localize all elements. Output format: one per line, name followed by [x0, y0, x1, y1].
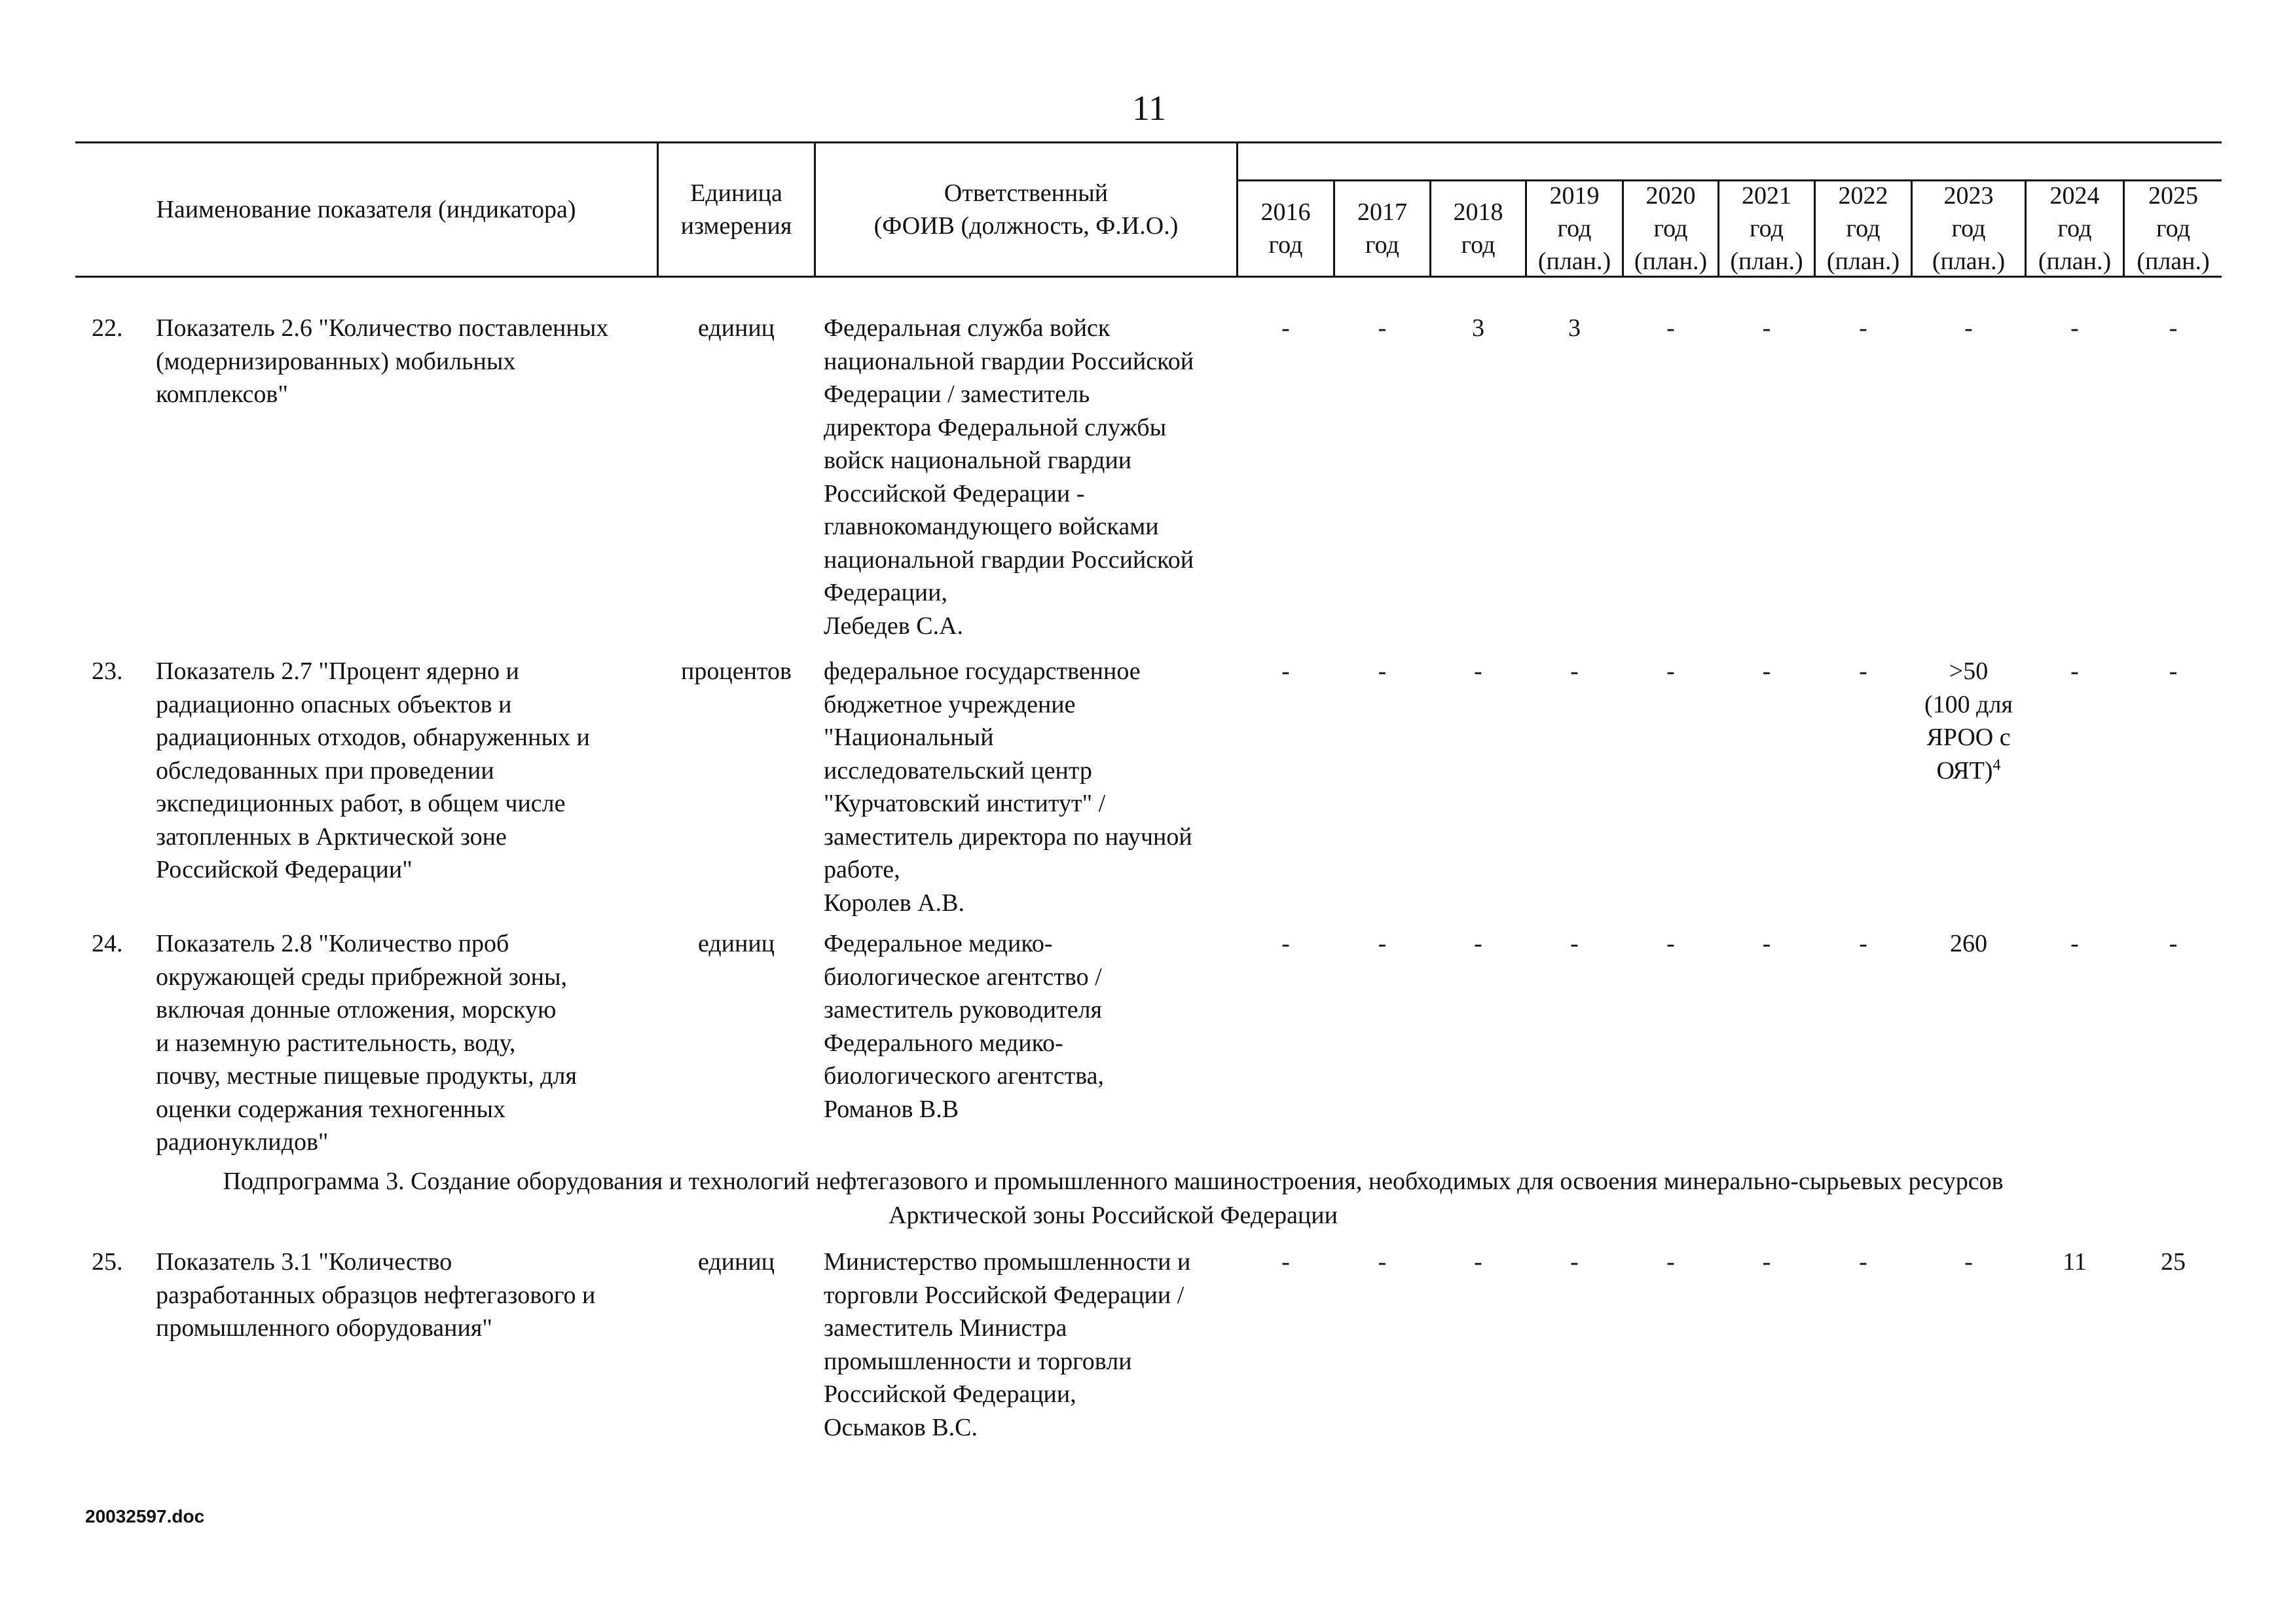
row-value-2017: - — [1378, 314, 1387, 342]
document-filename: 20032597.doc — [85, 1506, 205, 1526]
row-value-2016: - — [1281, 930, 1290, 957]
subprogram-heading: Подпрограмма 3. Создание оборудования и технологий нефтегазового и промышленного машиностроения, необходимых для освоения минерально-сырьевых ресурсов Арктической зоны Российской Федерации — [223, 1168, 2004, 1229]
row-responsible: федеральное государственное бюджетное учреждение "Национальный исследовательский центр "Курчатовский институт" / заместитель директора по научной работе, Королев А.В. — [824, 657, 1192, 917]
row-value-2025: - — [2169, 314, 2178, 342]
header-year-2021: 2021 год (план.) — [1730, 182, 1803, 275]
row-value-2023: - — [1964, 1248, 1973, 1276]
row-value-2021: - — [1762, 314, 1771, 342]
row-value-2019: - — [1570, 657, 1579, 685]
row-value-2023 — [1913, 655, 2025, 787]
row-value-2018: - — [1474, 930, 1482, 957]
row-value-2017: - — [1378, 657, 1387, 685]
row-value-2024: - — [2070, 930, 2079, 957]
footnote-marker: 4 — [1992, 756, 2001, 773]
header-unit: Единица измерения — [680, 179, 792, 240]
row-value-2016: - — [1281, 657, 1290, 685]
header-responsible: Ответственный (ФОИВ (должность, Ф.И.О.) — [873, 179, 1179, 240]
row-number: 25. — [92, 1248, 123, 1276]
row-value-2023: - — [1964, 314, 1973, 342]
row-value-2020: - — [1666, 657, 1675, 685]
row-number: 24. — [92, 930, 123, 957]
row-indicator-name: Показатель 2.6 "Количество поставленных (модернизированных) мобильных комплексов" — [156, 314, 609, 408]
row-value-2021: - — [1762, 930, 1771, 957]
row-value-2022: - — [1859, 314, 1867, 342]
row-unit: единиц — [697, 930, 775, 957]
row-value-2021: - — [1762, 1248, 1771, 1276]
page-number: 11 — [1132, 88, 1166, 128]
row-indicator-name: Показатель 2.8 "Количество проб окружающей среды прибрежной зоны, включая донные отложения, морскую и наземную растительность, воду, почву, местные пищевые продукты, для оценки содержания техногенных радионуклидов" — [156, 930, 577, 1156]
row-indicator-name: Показатель 3.1 "Количество разработанных образцов нефтегазового и промышленного оборудования" — [156, 1248, 596, 1342]
row-value-2024: 11 — [2063, 1248, 2087, 1276]
row-value-2024: - — [2070, 657, 2079, 685]
row-value-2024: - — [2070, 314, 2079, 342]
row-number: 22. — [92, 314, 123, 342]
row-value-2019: 3 — [1568, 314, 1581, 342]
header-year-2020: 2020 год (план.) — [1634, 182, 1708, 275]
row-value-2018: - — [1474, 1248, 1482, 1276]
row-responsible: Федеральное медико- биологическое агентство / заместитель руководителя Федерального медико- биологического агентства, Романов В.В — [824, 930, 1105, 1123]
row-value-2016: - — [1281, 314, 1290, 342]
header-bottom-rule — [75, 276, 2222, 278]
row-value-2022: - — [1859, 930, 1867, 957]
row-value-2021: - — [1762, 657, 1771, 685]
row-value-2020: - — [1666, 1248, 1675, 1276]
row-value-2025: 25 — [2161, 1248, 2186, 1276]
row-value-2018: - — [1474, 657, 1482, 685]
row-indicator-name: Показатель 2.7 "Процент ядерно и радиационно опасных объектов и радиационных отходов, обнаруженных и обследованных при проведении экспедиционных работ, в общем числе затопленных в Арктической зоне Российской Федерации" — [156, 657, 590, 883]
row-value-2022: - — [1859, 657, 1867, 685]
row-value-2022: - — [1859, 1248, 1867, 1276]
header-year-2017: 2017 год — [1357, 198, 1407, 259]
row-number: 23. — [92, 657, 123, 685]
row-value-2020: - — [1666, 930, 1675, 957]
header-indicator-name: Наименование показателя (индикатора) — [156, 196, 576, 223]
header-year-2024: 2024 год (план.) — [2038, 182, 2112, 275]
row-value-2023-text: >50 (100 для ЯРОО с ОЯТ) — [1924, 657, 2013, 784]
row-value-2016: - — [1281, 1248, 1290, 1276]
row-value-2017: - — [1378, 1248, 1387, 1276]
row-unit: единиц — [697, 314, 775, 342]
row-value-2025: - — [2169, 930, 2178, 957]
header-year-2019: 2019 год (план.) — [1537, 182, 1611, 275]
header-year-2022: 2022 год (план.) — [1826, 182, 1900, 275]
header-year-2023: 2023 год (план.) — [1932, 182, 2006, 275]
header-year-2025: 2025 год (план.) — [2137, 182, 2210, 275]
row-value-2025: - — [2169, 657, 2178, 685]
row-value-2023: 260 — [1950, 930, 1987, 957]
row-unit: процентов — [681, 657, 792, 685]
row-value-2019: - — [1570, 930, 1579, 957]
row-value-2019: - — [1570, 1248, 1579, 1276]
row-responsible: Федеральная служба войск национальной гвардии Российской Федерации / заместитель директора Федеральной службы войск национальной гвардии Российской Федерации - главнокомандующего войсками национальной гвардии Российской Федерации, Лебедев С.А. — [824, 314, 1194, 640]
row-responsible: Министерство промышленности и торговли Российской Федерации / заместитель Министра промышленности и торговли Российской Федерации, Осьмаков В.С. — [824, 1248, 1191, 1441]
row-value-2017: - — [1378, 930, 1387, 957]
row-value-2018: 3 — [1472, 314, 1484, 342]
header-year-2018: 2018 год — [1453, 198, 1503, 259]
header-year-2016: 2016 год — [1260, 198, 1311, 259]
row-unit: единиц — [697, 1248, 775, 1276]
row-value-2020: - — [1666, 314, 1675, 342]
